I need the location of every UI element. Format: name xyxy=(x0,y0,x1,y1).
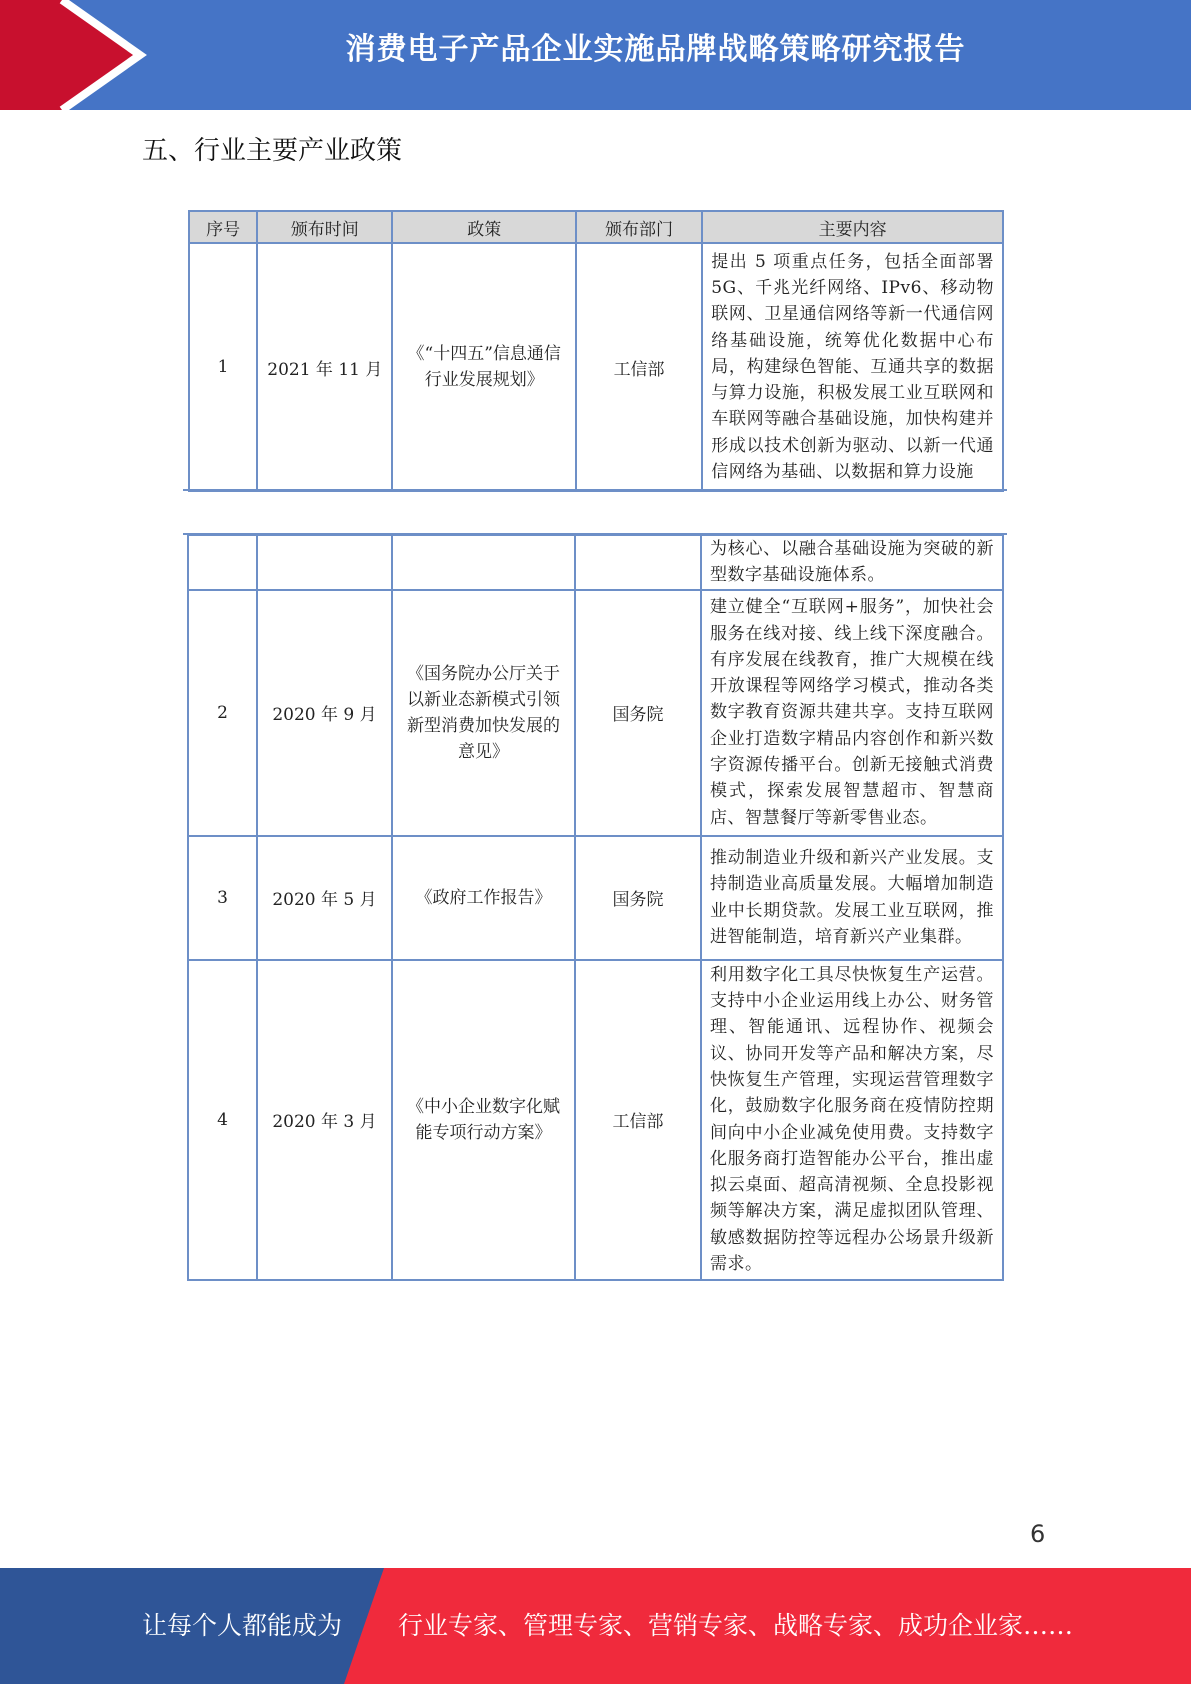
row-no: 3 xyxy=(188,836,257,960)
header-dept: 颁布部门 xyxy=(576,211,702,243)
row-no: 4 xyxy=(188,960,257,1280)
policy-table-part-2 xyxy=(187,534,1004,1281)
row-dept: 国务院 xyxy=(575,590,701,836)
row-no: 2 xyxy=(188,590,257,836)
row-content: 为核心、以融合基础设施为突破的新型数字基础设施体系。 xyxy=(701,535,1003,590)
row-dept: 国务院 xyxy=(575,836,701,960)
row-date: 2020 年 9 月 xyxy=(257,590,392,836)
header-no: 序号 xyxy=(189,211,257,243)
row-content: 提出 5 项重点任务，包括全面部署 5G、千兆光纤网络、IPv6、移动物联网、卫星通信网络等新一代通信网络基础设施，统筹优化数据中心布局，构建绿色智能、互通共享的数据与算力设施，积极发展工业互联网和车联网等融合基础设施，加快构建并形成以技术创新为驱动、以新一代通信网络为基础、以数据和算力设施 xyxy=(702,243,1003,491)
footer-banner xyxy=(0,1568,1191,1684)
header-date: 颁布时间 xyxy=(257,211,392,243)
row-date: 2020 年 3 月 xyxy=(257,960,392,1280)
page-number: 6 xyxy=(1030,1520,1046,1548)
report-title: 消费电子产品企业实施品牌战略策略研究报告 xyxy=(345,32,966,67)
row-dept: 工信部 xyxy=(576,243,702,491)
row-date: 2021 年 11 月 xyxy=(257,243,392,491)
header-policy: 政策 xyxy=(392,211,575,243)
footer-slogan-right: 行业专家、管理专家、营销专家、战略专家、成功企业家…… xyxy=(398,1611,1074,1640)
row-no: 1 xyxy=(189,243,257,491)
row-policy: 《政府工作报告》 xyxy=(392,836,575,960)
row-policy: 《国务院办公厅关于以新业态新模式引领新型消费加快发展的意见》 xyxy=(392,590,575,836)
row-policy: 《中小企业数字化赋能专项行动方案》 xyxy=(392,960,575,1280)
table-row xyxy=(188,535,1003,590)
header-content: 主要内容 xyxy=(702,211,1003,243)
row-dept: 工信部 xyxy=(575,960,701,1280)
policy-table-part-1 xyxy=(188,210,1004,492)
row-no-empty xyxy=(188,535,257,590)
row-content: 利用数字化工具尽快恢复生产运营。支持中小企业运用线上办公、财务管理、智能通讯、远程协作、视频会议、协同开发等产品和解决方案，尽快恢复生产管理，实现运营管理数字化，鼓励数字化服务商在疫情防控期间向中小企业减免使用费。支持数字化服务商打造智能办公平台，推出虚拟云桌面、超高清视频、全息投影视频等解决方案，满足虚拟团队管理、敏感数据防控等远程办公场景升级新需求。 xyxy=(701,960,1003,1280)
row-content: 建立健全“互联网+服务”，加快社会服务在线对接、线上线下深度融合。有序发展在线教育，推广大规模在线开放课程等网络学习模式，推动各类数字教育资源共建共享。支持互联网企业打造数字精品内容创作和新兴数字资源传播平台。创新无接触式消费模式，探索发展智慧超市、智慧商店、智慧餐厅等新零售业态。 xyxy=(701,590,1003,836)
table-row xyxy=(188,836,1003,960)
header-banner xyxy=(0,0,1191,110)
row-policy-empty xyxy=(392,535,575,590)
section-heading: 五、行业主要产业政策 xyxy=(142,136,403,166)
table-header-row xyxy=(189,211,1003,243)
row-dept-empty xyxy=(575,535,701,590)
row-policy: 《“十四五”信息通信行业发展规划》 xyxy=(392,243,575,491)
row-date-empty xyxy=(257,535,392,590)
table-row xyxy=(188,960,1003,1280)
page-break-rule xyxy=(183,489,1007,491)
footer-slogan-left: 让每个人都能成为 xyxy=(142,1611,343,1640)
row-date: 2020 年 5 月 xyxy=(257,836,392,960)
row-content: 推动制造业升级和新兴产业发展。支持制造业高质量发展。大幅增加制造业中长期贷款。发展工业互联网，推进智能制造，培育新兴产业集群。 xyxy=(701,836,1003,960)
table-row xyxy=(189,243,1003,491)
table-row xyxy=(188,590,1003,836)
